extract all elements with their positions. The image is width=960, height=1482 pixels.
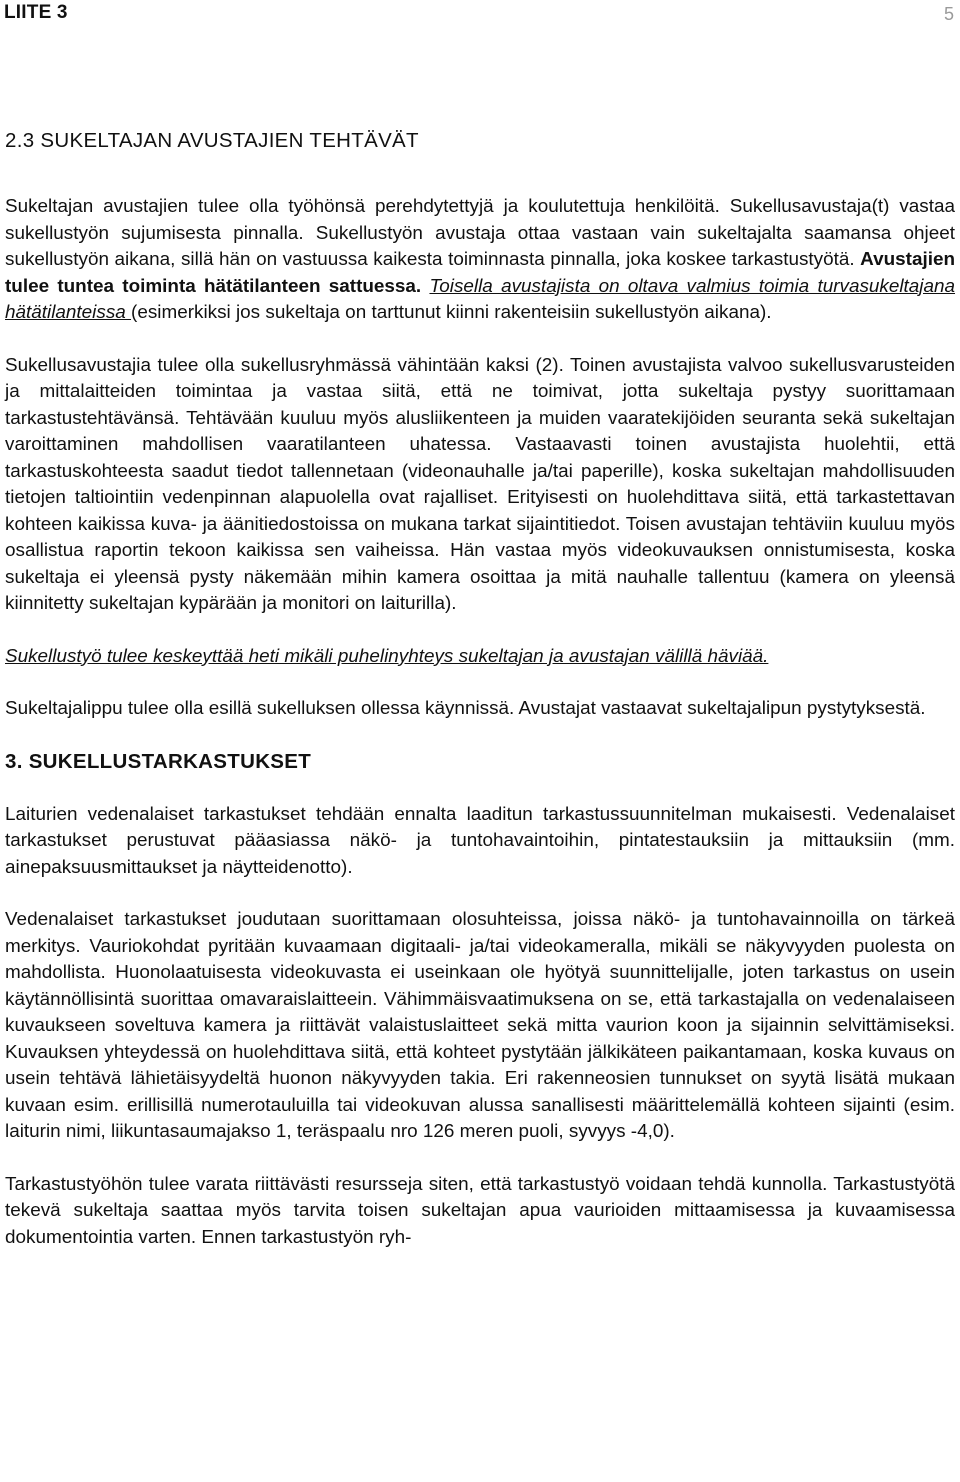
emergency-knowledge-text: Avustajien tulee tuntea toiminta hätätilanteen sattuessa.: [5, 249, 955, 297]
document-body: [5, 128, 955, 1277]
appendix-label: LIITE 3: [4, 2, 68, 23]
section-2-3-paragraph-4: Sukeltajalippu tulee olla esillä sukelluksen ollessa käynnissä. Avustajat vastaavat sukeltajalipun pystytyksestä.: [5, 698, 926, 719]
safety-diver-readiness-text: Toisella avustajista on oltava valmius toimia turvasukeltajana hätätilanteissa: [5, 275, 956, 323]
emergency-example-text: (esimerkiksi jos sukeltaja on tarttunut kiinni rakenteisiin sukellustyön aikana).: [131, 302, 772, 323]
section-3-paragraph-1: Laiturien vedenalaiset tarkastukset tehdään ennalta laaditun tarkastussuunnitelman mukaisesti. Vedenalaiset tarkastukset perustuvat pääasiassa näkö- ja tuntohavaintoihin, pintatestauksiin ja mittauksiin (mm. ainepaksuusmittaukset ja näytteidenotto).: [5, 803, 955, 878]
section-2-3-heading: 2.3 SUKELTAJAN AVUSTAJIEN TEHTÄVÄT: [5, 129, 419, 152]
section-2-3-paragraph-1: [5, 194, 955, 327]
section-3-paragraph-2: Vedenalaiset tarkastukset joudutaan suorittamaan olosuhteissa, joissa näkö- ja tuntohavainnoilla on tärkeä merkitys. Vauriokohdat pyritään kuvaamaan digitaali- ja/tai videokameralla, mikäli se näkyvyyden puolesta on mahdollista. Huonolaatuisesta videokuvasta ei useinkaan ole hyötyä suunnittelijalle, joten tarkastus on usein käytännöllisintä suorittaa omavaraislaitteein. Vähimmäisvaatimuksena on se, että tarkastajalla on vedenalaiseen kuvaukseen soveltuva kamera ja riittävät valaistuslaitteet sekä mitta vaurion koon ja sijainnin selvittämiseksi. Kuvauksen yhteydessä on huolehdittava siitä, että kohteet pystytään jälkikäteen paikantamaan, koska kuvaus on usein tehtävä lähietäisyydeltä huonon näkyvyyden takia. Eri rakenneosien tunnukset on syytä lisätä mukaan kuvaan esim. erillisillä numerotauluilla tai videokuvan alussa sanallisesti määrittelemällä kohteen sijainti (esim. laiturin nimi, liikuntasaumajakso 1, teräspaalu nro 126 meren puoli, syvyys -4,0).: [5, 909, 955, 1142]
assistants-intro-text: Sukeltajan avustajien tulee olla työhönsä perehdytettyjä ja koulutettuja henkilöitä. Sukellusavustaja(t) vastaa sukellustyön sujumisesta pinnalla. Sukellustyön avustaja ottaa vastaan vain sukeltajalta saamansa ohjeet sukellustyön aikana, sillä hän on vastuussa kaikesta toiminnasta pinnalla, joka koskee tarkastustyötä.: [5, 196, 955, 270]
section-3-heading: 3. SUKELLUSTARKASTUKSET: [5, 749, 312, 773]
section-2-3-paragraph-2: Sukellusavustajia tulee olla sukellusryhmässä vähintään kaksi (2). Toinen avustajista valvoo sukellusvarusteiden ja mittalaitteiden toimintaa ja vastaa siitä, että ne toimivat, jotta sukeltaja pystyy suorittamaan tarkastustehtävänsä. Tehtävään kuuluu myös alusliikenteen ja muiden vaaratekijöiden seuranta sekä sukeltajan varoittaminen mahdollisen vaaratilanteen uhatessa. Vastaavasti toinen avustajista huolehtii, että tarkastuskohteesta saadut tiedot tallennetaan (videonauhalle ja/tai paperille), koska sukeltajan mahdollisuuden tietojen taltiointiin vedenpinnan alapuolella ovat rajalliset. Erityisesti on huolehdittava siitä, että tarkastettavan kohteen kaikissa kuva- ja äänitiedostoissa on mukana tarkat sijaintitiedot. Toisen avustajan tehtäviin kuuluu myös osallistua raportin tekoon kaikissa sen vaiheissa. Hän vastaa myös videokuvauksen onnistumisesta, koska sukeltaja ei yleensä pysty näkemään mihin kamera osoittaa ja mitä nauhalle tallentuu (kamera on yleensä kiinnitetty sukeltajan kypärään ja monitori on laiturilla).: [5, 354, 955, 614]
page-number: 5: [943, 4, 954, 24]
section-2-3-paragraph-3: Sukellustyö tulee keskeyttää heti mikäli puhelinyhteys sukeltajan ja avustajan välillä häviää.: [5, 645, 769, 667]
section-3-paragraph-3: Tarkastustyöhön tulee varata riittävästi resursseja siten, että tarkastustyö voidaan tehdä kunnolla. Tarkastustyötä tekevä sukeltaja saattaa myös tarvita toisen sukeltajan apua vaurioiden mittaamisessa ja kuvaamisessa dokumentointia varten. Ennen tarkastustyön ryh-: [5, 1173, 955, 1248]
